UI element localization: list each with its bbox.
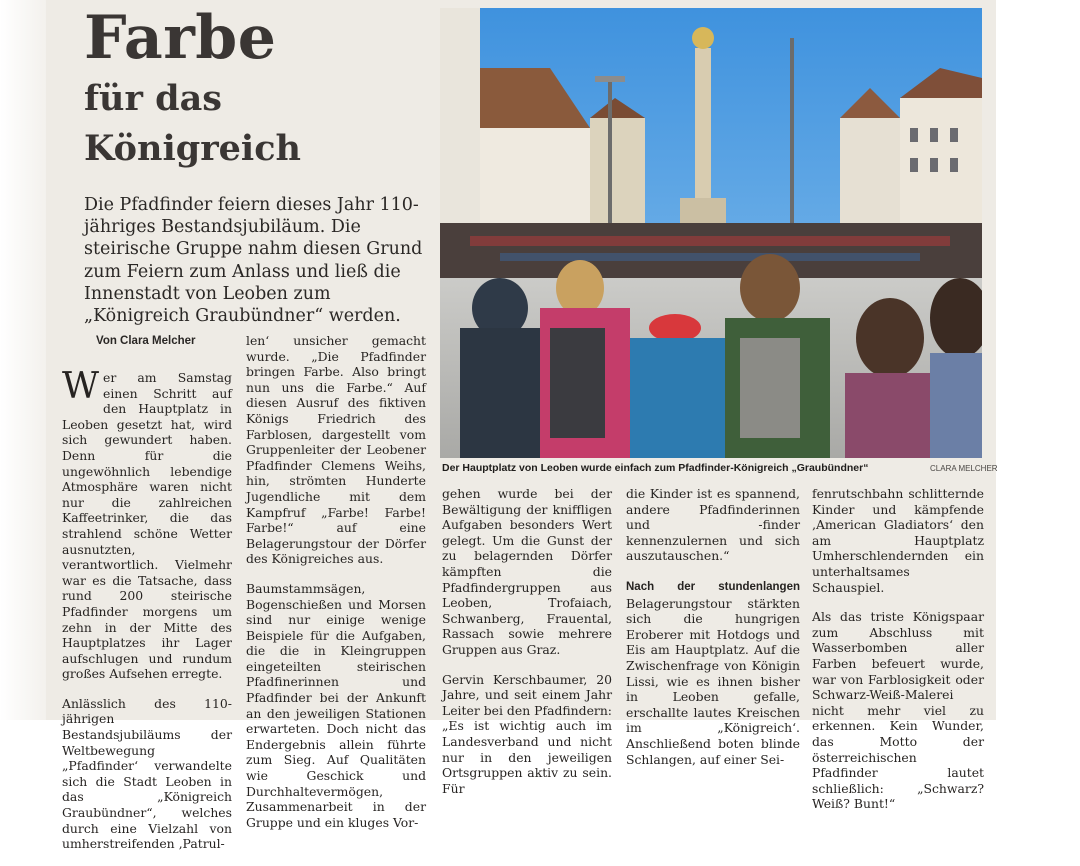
column-1-paragraph-2: Anlässlich des 110-jährigen Bestandsjubiläums der Weltbewegung „Pfadfinder‘ verwandelte sich die Stadt Leoben in das „Königreich Graubündner“, welches durch eine Vielzahl von umherstreifenden ‚Patrul- xyxy=(62,695,232,852)
column-4 xyxy=(626,486,800,781)
column-4-paragraph-2: Belagerungstour stärkten sich die hungrigen Eroberer mit Hotdogs und Eis am Hauptplatz. Auf die Zwischenfrage von Königin Lissi, wie es ihnen bisher in Leoben gefalle, erschallte lautes Kreischen im „Königreich‘. Anschließend boten blinde Schlangen, auf einer Sei- xyxy=(626,595,800,767)
subheading: Nach der stundenlangen xyxy=(626,580,800,593)
page-binding-edge xyxy=(0,0,46,720)
article-photo xyxy=(440,8,982,458)
column-4-paragraph-1: die Kinder ist es spannend, andere Pfadfinderinnen und -finder kennenzulernen und sich auszutauschen.“ xyxy=(626,486,800,564)
headline-line-3: Königreich xyxy=(84,128,301,169)
column-5-paragraph-1: fenrutschbahn schlitternde Kinder und kämpfende ‚American Gladiators‘ den am Hauptplatz Umherschlendernden ein unterhaltsames Schauspiel. xyxy=(812,486,984,595)
column-3-paragraph-1: gehen wurde bei der Bewältigung der kniffligen Aufgaben besonders Wert gelegt. Um die Gunst der zu belagernden Dörfer kämpften die Pfadfindergruppen aus Leoben, Trofaiach, Schwanberg, Frauental, Rassach sowie mehrere Gruppen aus Graz. xyxy=(442,486,612,657)
photo-credit: CLARA MELCHER xyxy=(930,464,998,473)
headline-line-2: für das xyxy=(84,78,222,119)
column-1-paragraph-1: er am Samstag einen Schritt auf den Hauptplatz in Leoben gesetzt hat, wird sich gewundert haben. Denn für die ungewöhnlich lebendige Atmosphäre waren nicht nur die zahlreichen Kaffeetrinker, die das strahlend schöne Wetter ausnutzten, verantwortlich. Vielmehr war es die Tatsache, dass rund 200 steirische Pfadfinder morgens um zehn in der Mitte des Hauptplatzes ihr Lager aufschlugen und rundum großes Aufsehen erregte. xyxy=(62,370,232,682)
photo-town-square-scouts xyxy=(440,8,982,458)
column-3-paragraph-2: Gervin Kerschbaumer, 20 Jahre, und seit einem Jahr Leiter bei den Pfadfindern: „Es ist wichtig auch im Landesverband und nicht nur in den jeweiligen Ortsgruppen aktiv zu sein. Für xyxy=(442,671,612,796)
column-3 xyxy=(442,486,612,810)
article-lead: Die Pfadfinder feiern dieses Jahr 110-jähriges Bestandsjubiläum. Die steirische Gruppe nahm diesen Grund zum Feiern zum Anlass und ließ die Innenstadt von Leoben zum „Königreich Graubündner“ werden. xyxy=(84,195,423,327)
column-5 xyxy=(812,486,984,826)
column-5-paragraph-2: Als das triste Königspaar zum Abschluss mit Wasserbomben aller Farben befeuert wurde, war von Farblosigkeit oder Schwarz-Weiß-Malerei nicht mehr viel zu erkennen. Kein Wunder, das Motto der österreichischen Pfadfinder lautet schließlich: „Schwarz? Weiß? Bunt!“ xyxy=(812,609,984,812)
column-2-paragraph-2: Baumstammsägen, Bogenschießen und Morsen sind nur einige wenige Beispiele für die Aufgaben, die die in Kleingruppen eingeteilten steirischen Pfadfinerinnen und Pfadfinder bei der Ankunft an den jeweiligen Stationen erwarteten. Doch nicht das Endergebnis allein führte zum Sieg. Auf Qualitäten wie Geschick und Durchhaltevermögen, Zusammenarbeit in der Gruppe und ein kluges Vor- xyxy=(246,580,426,830)
article-headline xyxy=(84,2,424,174)
headline-line-1: Farbe xyxy=(84,3,277,73)
column-2-paragraph-1: len‘ unsicher gemacht wurde. „Die Pfadfinder bringen Farbe. Also bringt nun uns die Farbe.“ Auf diesen Ausruf des fiktiven Königs Friedrich des Farblosen, dargestellt vom Gruppenleiter der Leobener Pfadfinder Clemens Weihs, hin, strömten Hunderte Jugendliche mit dem Kampfruf „Farbe! Farbe! Farbe!“ auf eine Belagerungstour der Dörfer des Königreiches aus. xyxy=(246,333,426,567)
column-1 xyxy=(62,366,232,866)
scan-margin xyxy=(996,0,1080,720)
photo-caption: Der Hauptplatz von Leoben wurde einfach zum Pfadfinder-Königreich „Graubündner“ xyxy=(442,462,869,474)
byline: Von Clara Melcher xyxy=(96,335,196,347)
dropcap: W xyxy=(62,366,100,407)
column-2 xyxy=(246,333,426,844)
